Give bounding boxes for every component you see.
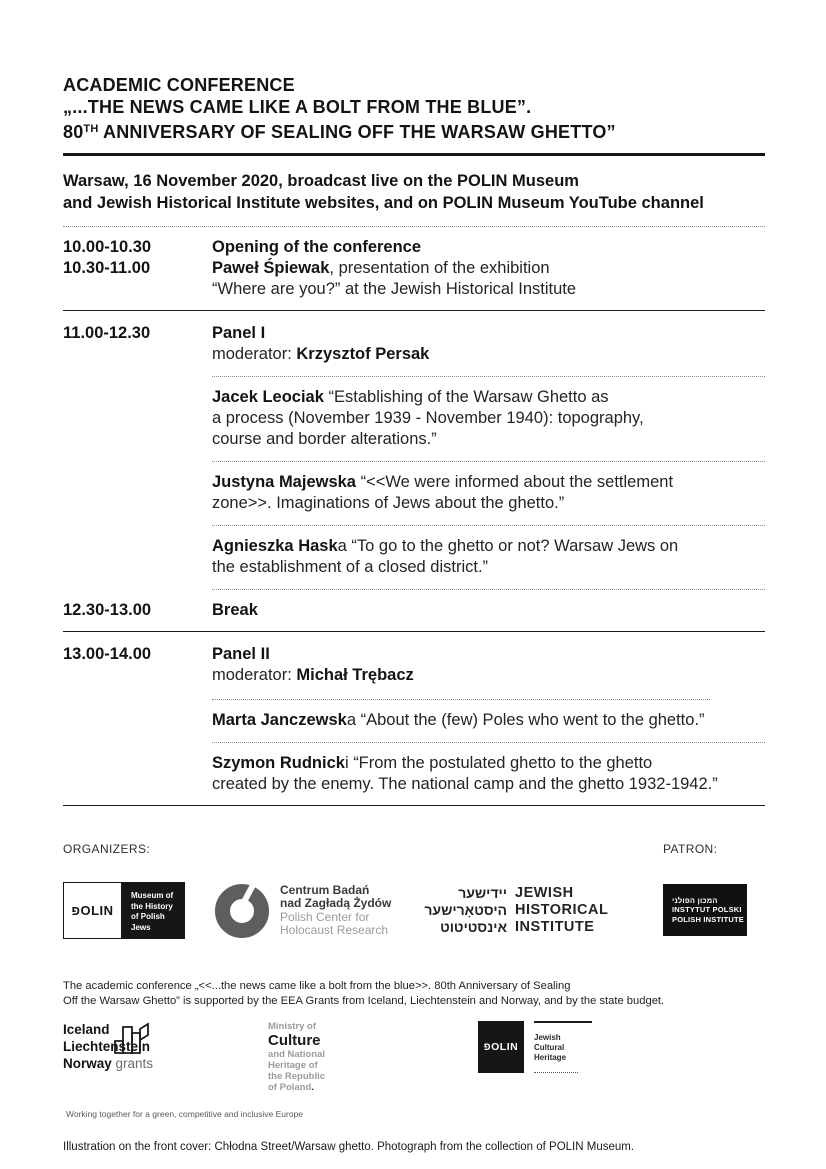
talk-line: Szymon Rudnicki “From the postulated ghetto to the ghetto (212, 754, 653, 772)
session-title: Panel II (212, 645, 270, 663)
session-title: Break (212, 601, 258, 619)
speaker-name: Justyna Majewska (212, 473, 356, 491)
schedule-row-opening (63, 227, 765, 300)
eea-motto: Working together for a green, competitive and inclusive Europe (66, 1109, 304, 1119)
session-cell (212, 644, 765, 686)
talk-line: Marta Janczewska “About the (few) Poles who went to the ghetto.” (212, 711, 705, 729)
talk-cell (212, 710, 765, 731)
talk-cell (212, 472, 765, 514)
session-cell (212, 600, 765, 621)
organizers-section (63, 842, 765, 939)
event-info-line-1: Warsaw, 16 November 2020, broadcast live on the POLIN Museum (63, 172, 579, 190)
speaker-name: Jacek Leociak (212, 388, 324, 406)
title-rule (63, 153, 765, 156)
eea-grants-logo: Iceland Liechtenstein Norway grants (63, 1021, 208, 1072)
speaker-name: Paweł Śpiewak (212, 259, 330, 277)
moderator-line: moderator: Krzysztof Persak (212, 345, 430, 363)
patron-column (663, 842, 765, 939)
organizers-label: ORGANIZERS: (63, 842, 151, 856)
jewish-historical-institute-logo (424, 885, 608, 936)
session-line: Paweł Śpiewak, presentation of the exhibition (212, 259, 550, 277)
ring-icon (215, 884, 269, 938)
talk-line: zone>>. Imaginations of Jews about the ghetto.” (212, 494, 565, 512)
page-title (63, 74, 765, 143)
talk-line: course and border alterations.” (212, 430, 437, 448)
jch-caption: Jewish Cultural Heritage (534, 1021, 592, 1073)
speaker-name: Agnieszka Hask (212, 537, 338, 555)
schedule-row-talk3 (63, 526, 765, 578)
event-info (63, 170, 765, 214)
polin-jewish-cultural-heritage-logo (478, 1021, 592, 1073)
session-line: “Where are you?” at the Jewish Historical Institute (212, 280, 577, 298)
polin-museum-caption: Museum of the History of Polish Jews (122, 882, 185, 939)
talk-line: Agnieszka Haska “To go to the ghetto or not? Warsaw Jews on (212, 537, 679, 555)
polin-wordmark: פOLIN (478, 1021, 524, 1073)
time-cell (63, 536, 212, 578)
time-cell: 11.00-12.30 (63, 324, 151, 342)
moderator-name: Krzysztof Persak (296, 345, 430, 363)
event-info-line-2: and Jewish Historical Institute websites, and on POLIN Museum YouTube channel (63, 194, 704, 212)
talk-cell (212, 753, 765, 795)
ordinal-superscript: TH (83, 123, 99, 135)
divider-solid (63, 805, 765, 806)
holocaust-research-center-logo (215, 884, 391, 938)
organizer-logos (63, 882, 663, 939)
polin-museum-logo (63, 882, 185, 939)
talk-line: Justyna Majewska “<<We were informed about the settlement (212, 473, 674, 491)
polish-institute-caption: המכון הפולני INSTYTUT POLSKI POLISH INSTITUTE (672, 895, 744, 924)
time-cell (63, 387, 212, 450)
speaker-name: Szymon Rudnick (212, 754, 345, 772)
moderator-line: moderator: Michał Trębacz (212, 666, 414, 684)
speaker-name: Marta Janczewsk (212, 711, 347, 729)
moderator-name: Michał Trębacz (296, 666, 414, 684)
polish-institute-logo (663, 884, 747, 936)
time-cell (63, 753, 212, 795)
schedule-row-break (63, 590, 765, 621)
time-cell: 12.30-13.00 (63, 601, 152, 619)
schedule-row-talk2 (63, 462, 765, 514)
time-cell: 13.00-14.00 (63, 645, 152, 663)
polin-wordmark: פOLIN (63, 882, 122, 939)
jhi-english-text: JEWISH HISTORICAL INSTITUTE (515, 885, 609, 935)
schedule-row-panel1 (63, 311, 765, 365)
talk-line: the establishment of a closed district.” (212, 558, 489, 576)
talk-line: created by the enemy. The national camp and the ghetto 1932-1942.” (212, 775, 718, 793)
session-title: Opening of the conference (212, 238, 422, 256)
schedule-row-panel2 (63, 632, 765, 686)
funding-logos (63, 1021, 765, 1093)
ministry-of-culture-logo: Ministry of Culture and National Heritage of the Republic of Poland. (268, 1021, 326, 1093)
talk-cell (212, 536, 765, 578)
title-line-3: 80TH ANNIVERSARY OF SEALING OFF THE WARSAW GHETTO” (63, 122, 616, 142)
session-title: Panel I (212, 324, 266, 342)
talk-line: a process (November 1939 - November 1940): topography, (212, 409, 644, 427)
time-cell (63, 710, 212, 731)
eea-blocks-icon (111, 1017, 153, 1057)
title-line-2: „...THE NEWS CAME LIKE A BOLT FROM THE BLUE”. (63, 97, 532, 117)
holocaust-center-caption: Centrum Badań nad Zagładą Żydów Polish Center for Holocaust Research (280, 882, 392, 937)
support-note: The academic conference „<<...the news came like a bolt from the blue>>. 80th Anniversary of Sealing Off the Warsaw Ghetto” is supported by the EEA Grants from Iceland, Liechtenstein and Norway, and by the state budget. (63, 980, 665, 1007)
time-cell (63, 472, 212, 514)
cover-credit: Illustration on the front cover: Chłodna Street/Warsaw ghetto. Photograph from the collection of POLIN Museum. (63, 1141, 635, 1153)
schedule-row-talk4 (63, 700, 765, 731)
session-cell (212, 323, 765, 365)
schedule-row-talk1 (63, 377, 765, 450)
title-line-1: ACADEMIC CONFERENCE (63, 75, 295, 95)
time-cell: 10.00-10.30 10.30-11.00 (63, 238, 152, 277)
patron-label: PATRON: (663, 842, 718, 856)
talk-cell (212, 387, 765, 450)
organizers-column (63, 842, 663, 939)
schedule-row-talk5 (63, 743, 765, 795)
jhi-yiddish-text: יידישער היסטאָרישער אינסטיטוט (424, 885, 508, 935)
talk-line: Jacek Leociak “Establishing of the Warsaw Ghetto as (212, 388, 609, 406)
session-cell (212, 237, 765, 300)
